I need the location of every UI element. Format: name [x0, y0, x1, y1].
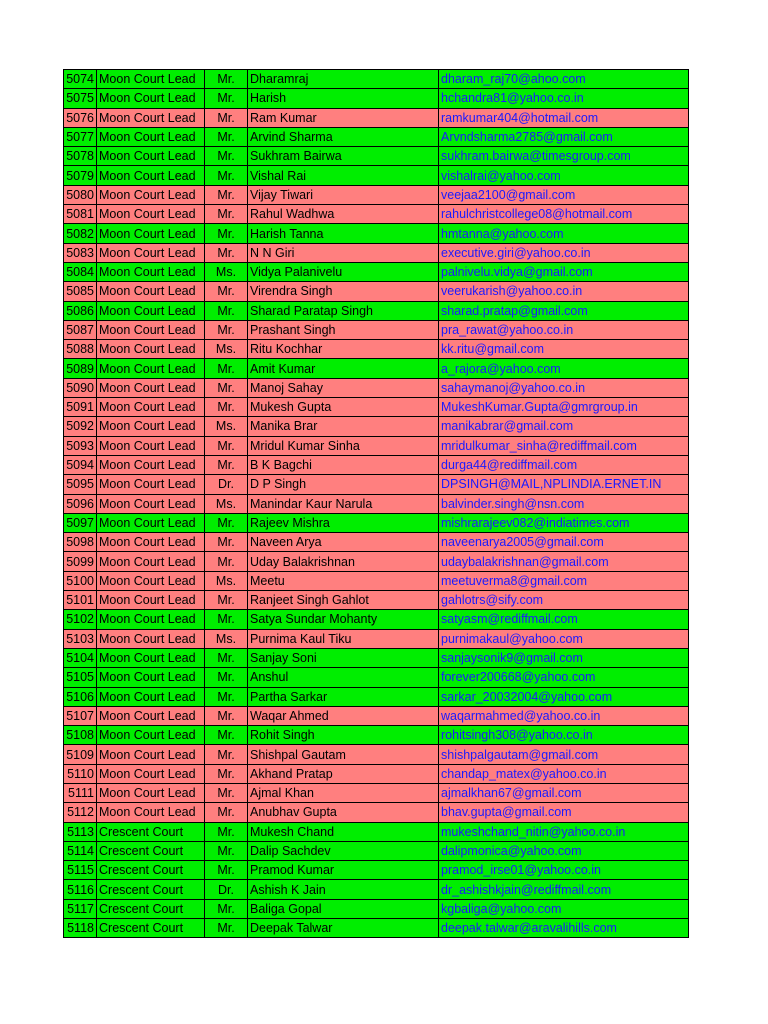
table-row — [64, 861, 689, 880]
cell-title: Mr. — [205, 591, 248, 610]
cell-project: Crescent Court — [97, 880, 205, 899]
cell-title: Mr. — [205, 687, 248, 706]
cell-name: Manika Brar — [248, 417, 439, 436]
cell-title: Mr. — [205, 668, 248, 687]
cell-name: Mukesh Gupta — [248, 398, 439, 417]
cell-title: Mr. — [205, 378, 248, 397]
table-row — [64, 320, 689, 339]
table-row — [64, 571, 689, 590]
cell-name: N N Giri — [248, 243, 439, 262]
table-row — [64, 70, 689, 89]
cell-title: Mr. — [205, 455, 248, 474]
cell-name: Akhand Pratap — [248, 764, 439, 783]
cell-title: Mr. — [205, 398, 248, 417]
table-row — [64, 147, 689, 166]
cell-id: 5112 — [64, 803, 97, 822]
cell-name: Pramod Kumar — [248, 861, 439, 880]
cell-project: Moon Court Lead — [97, 205, 205, 224]
table-row — [64, 340, 689, 359]
table-row — [64, 359, 689, 378]
table-row — [64, 475, 689, 494]
cell-email[interactable]: pra_rawat@yahoo.co.in — [439, 320, 689, 339]
cell-email[interactable]: manikabrar@gmail.com — [439, 417, 689, 436]
cell-project: Moon Court Lead — [97, 764, 205, 783]
cell-name: Dalip Sachdev — [248, 841, 439, 860]
cell-title: Mr. — [205, 861, 248, 880]
cell-email[interactable]: ajmalkhan67@gmail.com — [439, 783, 689, 802]
cell-id: 5080 — [64, 185, 97, 204]
table-row — [64, 436, 689, 455]
cell-title: Mr. — [205, 108, 248, 127]
cell-name: Arvind Sharma — [248, 127, 439, 146]
cell-project: Crescent Court — [97, 919, 205, 938]
cell-id: 5110 — [64, 764, 97, 783]
cell-title: Dr. — [205, 880, 248, 899]
cell-project: Moon Court Lead — [97, 301, 205, 320]
cell-name: Harish Tanna — [248, 224, 439, 243]
table-row — [64, 166, 689, 185]
cell-project: Moon Court Lead — [97, 783, 205, 802]
cell-project: Moon Court Lead — [97, 243, 205, 262]
table-row — [64, 282, 689, 301]
cell-id: 5101 — [64, 591, 97, 610]
cell-email[interactable]: shishpalgautam@gmail.com — [439, 745, 689, 764]
cell-name: Ranjeet Singh Gahlot — [248, 591, 439, 610]
cell-title: Mr. — [205, 648, 248, 667]
cell-email[interactable]: forever200668@yahoo.com — [439, 668, 689, 687]
sheet-body — [64, 70, 689, 938]
cell-project: Moon Court Lead — [97, 70, 205, 89]
table-row — [64, 841, 689, 860]
table-row — [64, 706, 689, 725]
cell-project: Moon Court Lead — [97, 803, 205, 822]
cell-email[interactable]: sukhram.bairwa@timesgroup.com — [439, 147, 689, 166]
cell-id: 5074 — [64, 70, 97, 89]
cell-id: 5078 — [64, 147, 97, 166]
table-row — [64, 301, 689, 320]
cell-project: Moon Court Lead — [97, 282, 205, 301]
cell-id: 5087 — [64, 320, 97, 339]
cell-name: Manindar Kaur Narula — [248, 494, 439, 513]
cell-email[interactable]: gahlotrs@sify.com — [439, 591, 689, 610]
cell-name: Ashish K Jain — [248, 880, 439, 899]
cell-name: Naveen Arya — [248, 533, 439, 552]
cell-id: 5105 — [64, 668, 97, 687]
table-row — [64, 803, 689, 822]
table-row — [64, 764, 689, 783]
cell-title: Mr. — [205, 899, 248, 918]
cell-project: Moon Court Lead — [97, 726, 205, 745]
cell-email[interactable]: dr_ashishkjain@rediffmail.com — [439, 880, 689, 899]
cell-title: Mr. — [205, 301, 248, 320]
cell-project: Moon Court Lead — [97, 185, 205, 204]
cell-title: Mr. — [205, 552, 248, 571]
cell-id: 5094 — [64, 455, 97, 474]
cell-email[interactable]: Arvndsharma2785@gmail.com — [439, 127, 689, 146]
cell-title: Mr. — [205, 513, 248, 532]
table-row — [64, 687, 689, 706]
cell-title: Mr. — [205, 841, 248, 860]
cell-title: Dr. — [205, 475, 248, 494]
cell-email[interactable]: sanjaysonik9@gmail.com — [439, 648, 689, 667]
cell-title: Mr. — [205, 282, 248, 301]
cell-name: Partha Sarkar — [248, 687, 439, 706]
cell-id: 5088 — [64, 340, 97, 359]
cell-id: 5104 — [64, 648, 97, 667]
table-row — [64, 224, 689, 243]
table-row — [64, 455, 689, 474]
cell-project: Crescent Court — [97, 861, 205, 880]
cell-project: Moon Court Lead — [97, 378, 205, 397]
cell-name: Sharad Paratap Singh — [248, 301, 439, 320]
cell-id: 5100 — [64, 571, 97, 590]
cell-id: 5098 — [64, 533, 97, 552]
cell-title: Mr. — [205, 803, 248, 822]
cell-id: 5102 — [64, 610, 97, 629]
cell-id: 5081 — [64, 205, 97, 224]
cell-title: Mr. — [205, 764, 248, 783]
cell-project: Moon Court Lead — [97, 513, 205, 532]
table-row — [64, 243, 689, 262]
cell-email[interactable]: executive.giri@yahoo.co.in — [439, 243, 689, 262]
cell-project: Moon Court Lead — [97, 147, 205, 166]
cell-project: Moon Court Lead — [97, 687, 205, 706]
cell-name: Anshul — [248, 668, 439, 687]
cell-title: Mr. — [205, 822, 248, 841]
cell-project: Moon Court Lead — [97, 398, 205, 417]
cell-name: Rajeev Mishra — [248, 513, 439, 532]
cell-title: Ms. — [205, 340, 248, 359]
cell-id: 5106 — [64, 687, 97, 706]
cell-email[interactable]: chandap_matex@yahoo.co.in — [439, 764, 689, 783]
cell-name: Purnima Kaul Tiku — [248, 629, 439, 648]
cell-name: Prashant Singh — [248, 320, 439, 339]
cell-email[interactable]: a_rajora@yahoo.com — [439, 359, 689, 378]
cell-title: Mr. — [205, 436, 248, 455]
cell-email[interactable]: veerukarish@yahoo.co.in — [439, 282, 689, 301]
table-row — [64, 89, 689, 108]
cell-id: 5075 — [64, 89, 97, 108]
cell-name: Ajmal Khan — [248, 783, 439, 802]
cell-title: Mr. — [205, 919, 248, 938]
cell-project: Moon Court Lead — [97, 89, 205, 108]
cell-project: Moon Court Lead — [97, 571, 205, 590]
cell-name: Baliga Gopal — [248, 899, 439, 918]
cell-title: Mr. — [205, 147, 248, 166]
cell-title: Ms. — [205, 262, 248, 281]
cell-project: Moon Court Lead — [97, 108, 205, 127]
cell-id: 5083 — [64, 243, 97, 262]
table-row — [64, 822, 689, 841]
cell-name: Waqar Ahmed — [248, 706, 439, 725]
cell-id: 5091 — [64, 398, 97, 417]
table-row — [64, 127, 689, 146]
cell-name: Rahul Wadhwa — [248, 205, 439, 224]
cell-email[interactable]: pramod_irse01@yahoo.co.in — [439, 861, 689, 880]
cell-email[interactable]: sahaymanoj@yahoo.co.in — [439, 378, 689, 397]
cell-name: Sanjay Soni — [248, 648, 439, 667]
cell-id: 5086 — [64, 301, 97, 320]
cell-id: 5079 — [64, 166, 97, 185]
cell-email[interactable]: bhav.gupta@gmail.com — [439, 803, 689, 822]
cell-email[interactable]: mridulkumar_sinha@rediffmail.com — [439, 436, 689, 455]
table-row — [64, 494, 689, 513]
cell-email[interactable]: vishalrai@yahoo.com — [439, 166, 689, 185]
cell-email[interactable]: kk.ritu@gmail.com — [439, 340, 689, 359]
cell-project: Moon Court Lead — [97, 475, 205, 494]
cell-id: 5117 — [64, 899, 97, 918]
cell-name: Vishal Rai — [248, 166, 439, 185]
cell-project: Moon Court Lead — [97, 127, 205, 146]
cell-name: Vidya Palanivelu — [248, 262, 439, 281]
cell-name: Mridul Kumar Sinha — [248, 436, 439, 455]
cell-title: Mr. — [205, 745, 248, 764]
table-row — [64, 726, 689, 745]
cell-id: 5107 — [64, 706, 97, 725]
table-row — [64, 899, 689, 918]
cell-project: Moon Court Lead — [97, 359, 205, 378]
cell-project: Crescent Court — [97, 822, 205, 841]
contact-sheet-table — [63, 69, 689, 938]
cell-id: 5092 — [64, 417, 97, 436]
cell-email[interactable]: sarkar_20032004@yahoo.com — [439, 687, 689, 706]
cell-project: Moon Court Lead — [97, 340, 205, 359]
table-row — [64, 880, 689, 899]
cell-title: Mr. — [205, 726, 248, 745]
cell-email[interactable]: balvinder.singh@nsn.com — [439, 494, 689, 513]
cell-id: 5096 — [64, 494, 97, 513]
cell-id: 5099 — [64, 552, 97, 571]
cell-title: Ms. — [205, 494, 248, 513]
cell-email[interactable]: veejaa2100@gmail.com — [439, 185, 689, 204]
cell-id: 5077 — [64, 127, 97, 146]
cell-id: 5090 — [64, 378, 97, 397]
cell-email[interactable]: ramkumar404@hotmail.com — [439, 108, 689, 127]
cell-name: Vijay Tiwari — [248, 185, 439, 204]
cell-title: Mr. — [205, 205, 248, 224]
cell-project: Moon Court Lead — [97, 166, 205, 185]
cell-email[interactable]: hmtanna@yahoo.com — [439, 224, 689, 243]
cell-title: Ms. — [205, 629, 248, 648]
cell-name: Virendra Singh — [248, 282, 439, 301]
cell-title: Mr. — [205, 243, 248, 262]
cell-name: Sukhram Bairwa — [248, 147, 439, 166]
table-row — [64, 668, 689, 687]
cell-name: Uday Balakrishnan — [248, 552, 439, 571]
cell-project: Crescent Court — [97, 899, 205, 918]
cell-name: Ritu Kochhar — [248, 340, 439, 359]
cell-email[interactable]: dharam_raj70@ahoo.com — [439, 70, 689, 89]
cell-id: 5085 — [64, 282, 97, 301]
cell-name: B K Bagchi — [248, 455, 439, 474]
cell-project: Moon Court Lead — [97, 436, 205, 455]
table-row — [64, 205, 689, 224]
cell-project: Moon Court Lead — [97, 629, 205, 648]
cell-email[interactable]: waqarmahmed@yahoo.co.in — [439, 706, 689, 725]
cell-title: Mr. — [205, 610, 248, 629]
cell-id: 5084 — [64, 262, 97, 281]
table-row — [64, 783, 689, 802]
cell-title: Mr. — [205, 166, 248, 185]
cell-name: Ram Kumar — [248, 108, 439, 127]
cell-name: Amit Kumar — [248, 359, 439, 378]
cell-email[interactable]: kgbaliga@yahoo.com — [439, 899, 689, 918]
cell-email[interactable]: purnimakaul@yahoo.com — [439, 629, 689, 648]
cell-name: Meetu — [248, 571, 439, 590]
cell-project: Moon Court Lead — [97, 706, 205, 725]
cell-id: 5095 — [64, 475, 97, 494]
cell-title: Mr. — [205, 783, 248, 802]
table-row — [64, 398, 689, 417]
cell-project: Moon Court Lead — [97, 417, 205, 436]
cell-email[interactable]: DPSINGH@MAIL,NPLINDIA.ERNET.IN — [439, 475, 689, 494]
table-row — [64, 533, 689, 552]
cell-id: 5114 — [64, 841, 97, 860]
cell-email[interactable]: satyasm@rediffmail.com — [439, 610, 689, 629]
cell-email[interactable]: udaybalakrishnan@gmail.com — [439, 552, 689, 571]
cell-email[interactable]: dalipmonica@yahoo.com — [439, 841, 689, 860]
cell-email[interactable]: sharad.pratap@gmail.com — [439, 301, 689, 320]
cell-name: Anubhav Gupta — [248, 803, 439, 822]
table-row — [64, 378, 689, 397]
cell-project: Moon Court Lead — [97, 533, 205, 552]
cell-id: 5118 — [64, 919, 97, 938]
cell-email[interactable]: mishrarajeev082@indiatimes.com — [439, 513, 689, 532]
cell-id: 5093 — [64, 436, 97, 455]
cell-title: Mr. — [205, 359, 248, 378]
cell-id: 5089 — [64, 359, 97, 378]
cell-project: Moon Court Lead — [97, 320, 205, 339]
cell-id: 5082 — [64, 224, 97, 243]
cell-title: Mr. — [205, 320, 248, 339]
cell-title: Mr. — [205, 533, 248, 552]
cell-name: Shishpal Gautam — [248, 745, 439, 764]
cell-project: Moon Court Lead — [97, 745, 205, 764]
cell-project: Moon Court Lead — [97, 610, 205, 629]
table-row — [64, 610, 689, 629]
table-row — [64, 745, 689, 764]
cell-email[interactable]: rohitsingh308@yahoo.co.in — [439, 726, 689, 745]
table-row — [64, 108, 689, 127]
cell-project: Crescent Court — [97, 841, 205, 860]
cell-title: Mr. — [205, 89, 248, 108]
cell-name: Dharamraj — [248, 70, 439, 89]
cell-project: Moon Court Lead — [97, 494, 205, 513]
cell-title: Mr. — [205, 70, 248, 89]
cell-id: 5111 — [64, 783, 97, 802]
table-row — [64, 919, 689, 938]
cell-project: Moon Court Lead — [97, 591, 205, 610]
cell-id: 5116 — [64, 880, 97, 899]
cell-name: Mukesh Chand — [248, 822, 439, 841]
cell-project: Moon Court Lead — [97, 262, 205, 281]
cell-email[interactable]: meetuverma8@gmail.com — [439, 571, 689, 590]
cell-title: Mr. — [205, 706, 248, 725]
table-row — [64, 629, 689, 648]
cell-project: Moon Court Lead — [97, 224, 205, 243]
cell-name: Deepak Talwar — [248, 919, 439, 938]
table-row — [64, 648, 689, 667]
cell-name: Rohit Singh — [248, 726, 439, 745]
cell-email[interactable]: rahulchristcollege08@hotmail.com — [439, 205, 689, 224]
cell-id: 5109 — [64, 745, 97, 764]
cell-email[interactable]: MukeshKumar.Gupta@gmrgroup.in — [439, 398, 689, 417]
cell-name: Satya Sundar Mohanty — [248, 610, 439, 629]
cell-id: 5097 — [64, 513, 97, 532]
cell-title: Ms. — [205, 571, 248, 590]
table-row — [64, 262, 689, 281]
cell-email[interactable]: palnivelu.vidya@gmail.com — [439, 262, 689, 281]
cell-title: Mr. — [205, 185, 248, 204]
cell-id: 5115 — [64, 861, 97, 880]
cell-title: Mr. — [205, 127, 248, 146]
cell-title: Mr. — [205, 224, 248, 243]
table-row — [64, 513, 689, 532]
cell-email[interactable]: hchandra81@yahoo.co.in — [439, 89, 689, 108]
cell-email[interactable]: deepak.talwar@aravalihills.com — [439, 919, 689, 938]
cell-email[interactable]: mukeshchand_nitin@yahoo.co.in — [439, 822, 689, 841]
cell-title: Ms. — [205, 417, 248, 436]
table-row — [64, 591, 689, 610]
cell-email[interactable]: naveenarya2005@gmail.com — [439, 533, 689, 552]
cell-name: D P Singh — [248, 475, 439, 494]
cell-project: Moon Court Lead — [97, 668, 205, 687]
cell-project: Moon Court Lead — [97, 455, 205, 474]
table-row — [64, 552, 689, 571]
cell-id: 5108 — [64, 726, 97, 745]
table-row — [64, 185, 689, 204]
cell-name: Harish — [248, 89, 439, 108]
table-row — [64, 417, 689, 436]
cell-id: 5113 — [64, 822, 97, 841]
cell-project: Moon Court Lead — [97, 648, 205, 667]
cell-name: Manoj Sahay — [248, 378, 439, 397]
cell-id: 5103 — [64, 629, 97, 648]
cell-email[interactable]: durga44@rediffmail.com — [439, 455, 689, 474]
cell-id: 5076 — [64, 108, 97, 127]
cell-project: Moon Court Lead — [97, 552, 205, 571]
